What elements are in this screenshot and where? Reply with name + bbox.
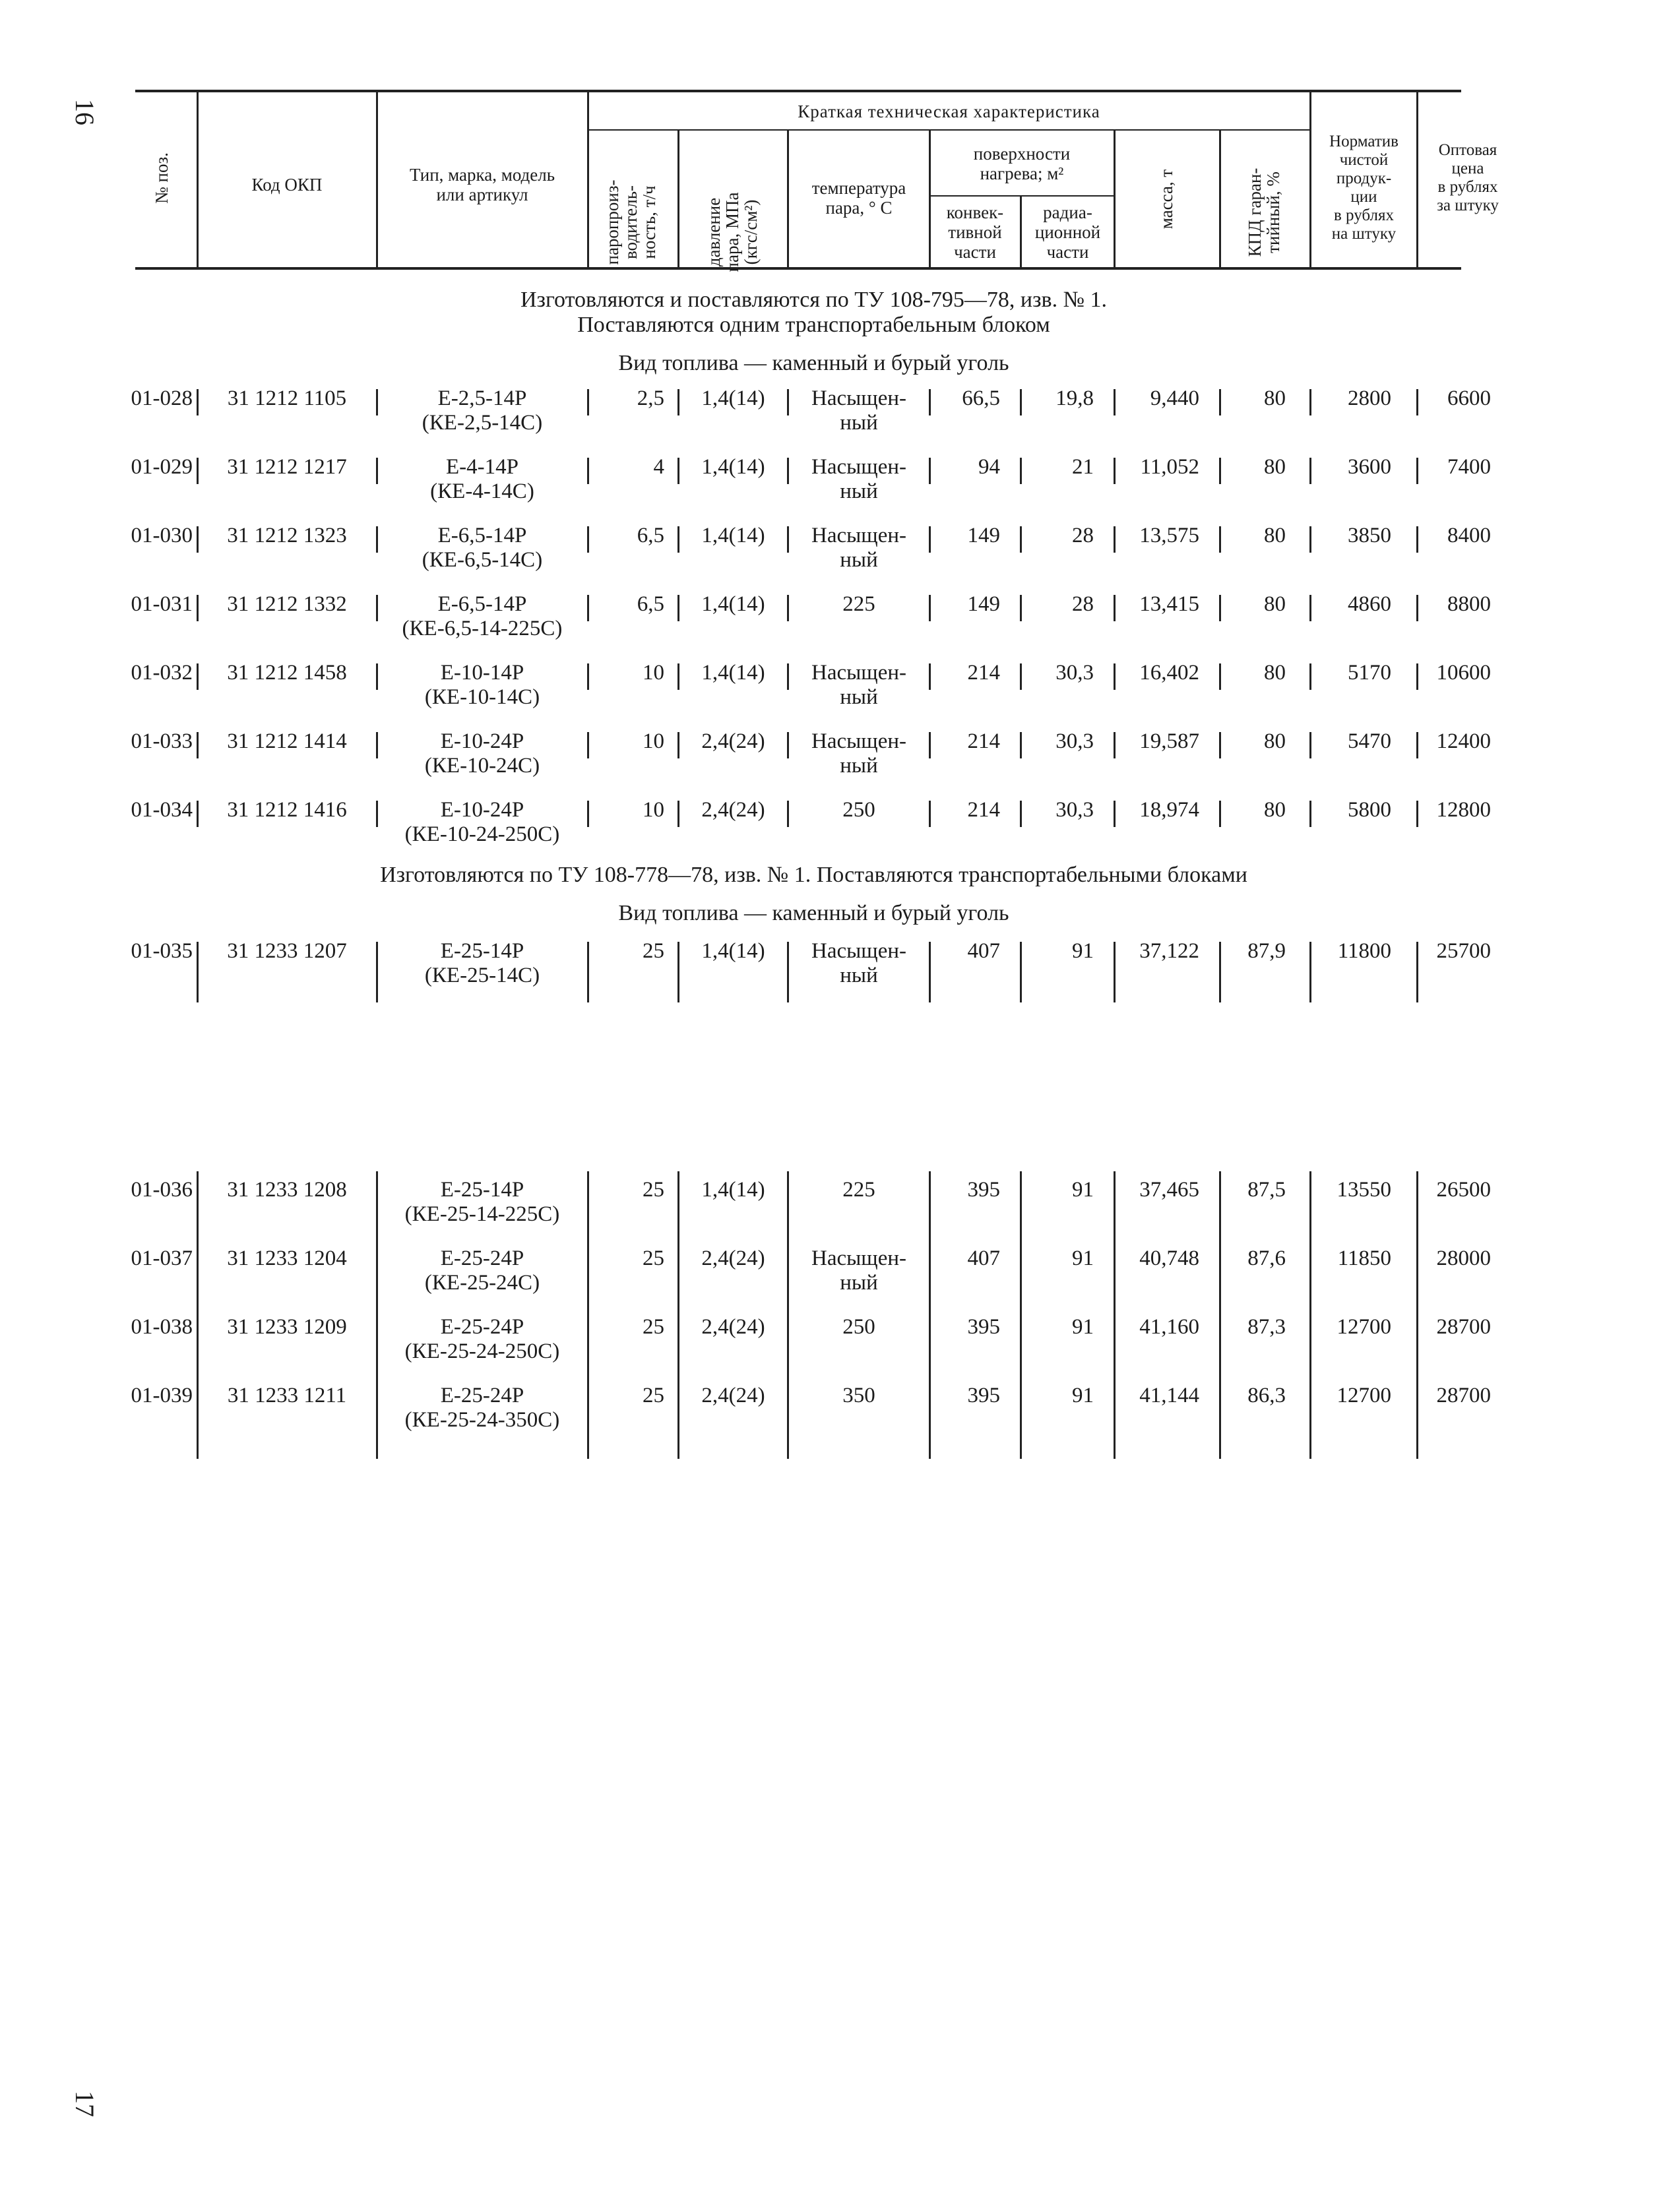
cell-okp: 31 1212 1458: [227, 661, 347, 685]
column-line: [197, 1171, 199, 1459]
cell-rad: 28: [1072, 592, 1094, 616]
row-divider: [929, 389, 931, 415]
section1-title-line2: Поставляются одним транспортабельным блоком: [577, 313, 1050, 337]
row-divider: [1309, 801, 1311, 827]
cell-conv: 395: [967, 1315, 1000, 1339]
cell-press: 1,4(14): [701, 386, 765, 410]
cell-temp: Насыщен- ный: [811, 661, 906, 709]
row-divider: [197, 663, 199, 690]
cell-rad: 91: [1072, 939, 1094, 963]
row-divider: [197, 595, 199, 621]
cell-conv: 149: [967, 524, 1000, 547]
cell-norm: 5170: [1348, 661, 1391, 685]
cell-mass: 11,052: [1140, 455, 1199, 479]
cell-okp: 31 1233 1209: [227, 1315, 347, 1339]
row-divider: [1020, 458, 1022, 484]
cell-mass: 37,122: [1139, 939, 1199, 963]
row-divider: [929, 526, 931, 553]
cell-mass: 13,575: [1139, 524, 1199, 547]
row-divider: [1219, 732, 1221, 758]
cell-press: 2,4(24): [701, 1246, 765, 1270]
cell-price: 7400: [1447, 455, 1491, 479]
cell-press: 1,4(14): [701, 661, 765, 685]
cell-eff: 87,9: [1247, 939, 1286, 963]
cell-cap: 6,5: [637, 524, 664, 547]
row-divider: [1114, 801, 1116, 827]
cell-eff: 80: [1264, 386, 1286, 410]
cell-mass: 41,144: [1139, 1384, 1199, 1407]
column-line: [677, 1171, 679, 1459]
row-divider: [1416, 595, 1418, 621]
row-divider: [587, 389, 589, 415]
cell-eff: 87,6: [1247, 1246, 1286, 1270]
cell-rad: 30,3: [1055, 661, 1094, 685]
cell-cap: 10: [643, 661, 664, 685]
cell-mass: 40,748: [1139, 1246, 1199, 1270]
row-divider: [1114, 389, 1116, 415]
row-divider: [677, 526, 679, 553]
cell-press: 1,4(14): [701, 524, 765, 547]
cell-temp: 225: [842, 1178, 875, 1202]
cell-mass: 13,415: [1139, 592, 1199, 616]
cell-cap: 10: [643, 729, 664, 753]
cell-norm: 2800: [1348, 386, 1391, 410]
surface-group-rule: [929, 195, 1115, 197]
cell-pos: 01-031: [131, 592, 193, 616]
row-divider: [1219, 801, 1221, 827]
cell-price: 6600: [1447, 386, 1491, 410]
cell-price: 8400: [1447, 524, 1491, 547]
cell-norm: 11800: [1337, 939, 1391, 963]
cell-temp: 250: [842, 1315, 875, 1339]
header-price: Оптовая цена в рублях за штуку: [1437, 141, 1499, 214]
cell-cap: 25: [643, 1384, 664, 1407]
cell-norm: 5800: [1348, 798, 1391, 822]
cell-eff: 86,3: [1247, 1384, 1286, 1407]
header-type: Тип, марка, модель или артикул: [409, 165, 555, 204]
cell-pos: 01-029: [131, 455, 193, 479]
row-divider: [1309, 389, 1311, 415]
cell-conv: 94: [978, 455, 1000, 479]
row-divider: [1309, 732, 1311, 758]
cell-conv: 214: [967, 729, 1000, 753]
cell-eff: 80: [1264, 592, 1286, 616]
row-divider: [587, 595, 589, 621]
column-line: [376, 1171, 378, 1459]
row-divider: [587, 732, 589, 758]
row-divider: [677, 732, 679, 758]
row-divider: [1416, 801, 1418, 827]
cell-temp: Насыщен- ный: [811, 524, 906, 572]
cell-norm: 4860: [1348, 592, 1391, 616]
row-divider: [1020, 663, 1022, 690]
cell-eff: 80: [1264, 661, 1286, 685]
cell-conv: 149: [967, 592, 1000, 616]
row-divider: [376, 458, 378, 484]
row-divider: [677, 458, 679, 484]
cell-mass: 19,587: [1139, 729, 1199, 753]
row-divider: [1416, 942, 1418, 1002]
cell-rad: 21: [1072, 455, 1094, 479]
row-divider: [1416, 732, 1418, 758]
cell-price: 28000: [1436, 1246, 1491, 1270]
cell-okp: 31 1212 1105: [227, 386, 347, 410]
header-tech-group: Краткая техническая характеристика: [798, 102, 1100, 121]
cell-price: 25700: [1436, 939, 1491, 963]
cell-okp: 31 1212 1323: [227, 524, 347, 547]
cell-press: 2,4(24): [701, 729, 765, 753]
row-divider: [1219, 389, 1221, 415]
cell-temp: Насыщен- ный: [811, 455, 906, 503]
row-divider: [1309, 526, 1311, 553]
cell-press: 2,4(24): [701, 798, 765, 822]
column-line: [787, 1171, 789, 1459]
header-divider: [1114, 131, 1116, 268]
row-divider: [376, 526, 378, 553]
cell-type: Е-10-24Р (КЕ-10-24С): [424, 729, 540, 778]
cell-rad: 30,3: [1055, 798, 1094, 822]
header-pos: № поз.: [152, 152, 172, 204]
row-divider: [787, 663, 789, 690]
row-divider: [677, 801, 679, 827]
cell-okp: 31 1233 1204: [227, 1246, 347, 1270]
column-line: [929, 1171, 931, 1459]
cell-rad: 91: [1072, 1178, 1094, 1202]
cell-pos: 01-037: [131, 1246, 193, 1270]
row-divider: [1309, 595, 1311, 621]
cell-norm: 3600: [1348, 455, 1391, 479]
row-divider: [376, 389, 378, 415]
row-divider: [1114, 732, 1116, 758]
row-divider: [787, 942, 789, 1002]
cell-pos: 01-030: [131, 524, 193, 547]
header-divider: [1219, 131, 1221, 268]
cell-type: Е-25-24Р (КЕ-25-24-350С): [404, 1384, 560, 1432]
row-divider: [677, 595, 679, 621]
header-top-rule: [135, 90, 1461, 92]
header-mass: масса, т: [1156, 169, 1176, 230]
section2-title: Изготовляются по ТУ 108-778—78, изв. № 1. Поставляются транспортабельными блоками: [380, 863, 1247, 887]
row-divider: [929, 458, 931, 484]
cell-conv: 395: [967, 1178, 1000, 1202]
row-divider: [929, 732, 931, 758]
row-divider: [376, 595, 378, 621]
cell-norm: 11850: [1337, 1246, 1391, 1270]
column-line: [1020, 1171, 1022, 1459]
cell-temp: Насыщен- ный: [811, 1246, 906, 1295]
row-divider: [1309, 458, 1311, 484]
header-temperature: температура пара, ° С: [811, 178, 906, 218]
cell-pos: 01-028: [131, 386, 193, 410]
row-divider: [1219, 942, 1221, 1002]
cell-press: 1,4(14): [701, 1178, 765, 1202]
row-divider: [1219, 458, 1221, 484]
row-divider: [197, 732, 199, 758]
cell-type: Е-10-24Р (КЕ-10-24-250С): [404, 798, 560, 846]
row-divider: [929, 595, 931, 621]
cell-mass: 41,160: [1139, 1315, 1199, 1339]
row-divider: [1219, 595, 1221, 621]
header-radiation: радиа- ционной части: [1034, 202, 1101, 262]
row-divider: [1114, 458, 1116, 484]
cell-mass: 37,465: [1139, 1178, 1199, 1202]
cell-price: 28700: [1436, 1315, 1491, 1339]
row-divider: [1416, 526, 1418, 553]
column-line: [1416, 1171, 1418, 1459]
cell-okp: 31 1212 1332: [227, 592, 347, 616]
row-divider: [197, 458, 199, 484]
row-divider: [376, 942, 378, 1002]
row-divider: [197, 801, 199, 827]
cell-temp: 225: [842, 592, 875, 616]
cell-rad: 19,8: [1055, 386, 1094, 410]
column-line: [1219, 1171, 1221, 1459]
cell-conv: 395: [967, 1384, 1000, 1407]
cell-press: 1,4(14): [701, 455, 765, 479]
cell-mass: 16,402: [1139, 661, 1199, 685]
cell-temp: 250: [842, 798, 875, 822]
row-divider: [197, 942, 199, 1002]
cell-cap: 6,5: [637, 592, 664, 616]
row-divider: [1020, 389, 1022, 415]
cell-type: Е-25-14Р (КЕ-25-14С): [424, 939, 540, 987]
cell-norm: 12700: [1337, 1384, 1391, 1407]
header-pressure: давление пара, МПа (кгс/см²): [704, 192, 761, 272]
cell-price: 8800: [1447, 592, 1491, 616]
cell-rad: 91: [1072, 1246, 1094, 1270]
row-divider: [1020, 942, 1022, 1002]
row-divider: [1416, 389, 1418, 415]
header-okp: Код ОКП: [251, 175, 323, 195]
row-divider: [587, 458, 589, 484]
cell-cap: 25: [643, 1178, 664, 1202]
cell-pos: 01-035: [131, 939, 193, 963]
row-divider: [787, 595, 789, 621]
row-divider: [1020, 526, 1022, 553]
row-divider: [1020, 801, 1022, 827]
cell-mass: 18,974: [1139, 798, 1199, 822]
row-divider: [787, 801, 789, 827]
cell-type: Е-6,5-14Р (КЕ-6,5-14-225С): [402, 592, 563, 640]
section1-fuel: Вид топлива — каменный и бурый уголь: [618, 351, 1009, 375]
row-divider: [677, 389, 679, 415]
page-number-bottom: 17: [70, 2091, 100, 2117]
header-efficiency: КПД гаран- тийный, %: [1245, 168, 1283, 257]
cell-type: Е-2,5-14Р (КЕ-2,5-14С): [422, 386, 543, 435]
row-divider: [677, 942, 679, 1002]
row-divider: [1219, 663, 1221, 690]
row-divider: [1416, 458, 1418, 484]
cell-press: 1,4(14): [701, 592, 765, 616]
cell-pos: 01-039: [131, 1384, 193, 1407]
cell-type: Е-25-14Р (КЕ-25-14-225С): [404, 1178, 560, 1226]
cell-okp: 31 1212 1414: [227, 729, 347, 753]
cell-cap: 25: [643, 939, 664, 963]
row-divider: [1416, 663, 1418, 690]
row-divider: [1114, 526, 1116, 553]
cell-price: 26500: [1436, 1178, 1491, 1202]
page-number-top: 16: [70, 99, 100, 125]
cell-press: 2,4(24): [701, 1315, 765, 1339]
cell-price: 12800: [1436, 798, 1491, 822]
cell-conv: 66,5: [962, 386, 1000, 410]
cell-cap: 4: [653, 455, 664, 479]
row-divider: [929, 942, 931, 1002]
cell-rad: 91: [1072, 1315, 1094, 1339]
header-norm: Норматив чистой продук- ции в рублях на штуку: [1329, 133, 1399, 243]
section2-fuel: Вид топлива — каменный и бурый уголь: [618, 901, 1009, 925]
row-divider: [929, 663, 931, 690]
cell-okp: 31 1233 1208: [227, 1178, 347, 1202]
cell-price: 12400: [1436, 729, 1491, 753]
row-divider: [376, 732, 378, 758]
cell-type: Е-4-14Р (КЕ-4-14С): [430, 455, 534, 503]
column-line: [587, 1171, 589, 1459]
row-divider: [197, 389, 199, 415]
row-divider: [787, 389, 789, 415]
cell-rad: 28: [1072, 524, 1094, 547]
cell-norm: 3850: [1348, 524, 1391, 547]
cell-eff: 80: [1264, 729, 1286, 753]
cell-conv: 407: [967, 1246, 1000, 1270]
column-line: [1309, 1171, 1311, 1459]
cell-rad: 30,3: [1055, 729, 1094, 753]
cell-press: 1,4(14): [701, 939, 765, 963]
row-divider: [587, 801, 589, 827]
column-line: [1114, 1171, 1116, 1459]
cell-eff: 80: [1264, 455, 1286, 479]
cell-temp: 350: [842, 1384, 875, 1407]
cell-mass: 9,440: [1150, 386, 1199, 410]
cell-pos: 01-032: [131, 661, 193, 685]
row-divider: [929, 801, 931, 827]
cell-norm: 5470: [1348, 729, 1391, 753]
row-divider: [587, 942, 589, 1002]
cell-norm: 13550: [1337, 1178, 1391, 1202]
row-divider: [1020, 732, 1022, 758]
row-divider: [787, 526, 789, 553]
row-divider: [677, 663, 679, 690]
cell-type: Е-6,5-14Р (КЕ-6,5-14С): [422, 524, 543, 572]
row-divider: [1114, 663, 1116, 690]
cell-okp: 31 1212 1416: [227, 798, 347, 822]
cell-okp: 31 1233 1207: [227, 939, 347, 963]
row-divider: [1114, 942, 1116, 1002]
cell-temp: Насыщен- ный: [811, 386, 906, 435]
cell-conv: 214: [967, 798, 1000, 822]
row-divider: [1309, 942, 1311, 1002]
cell-okp: 31 1233 1211: [227, 1384, 347, 1407]
cell-rad: 91: [1072, 1384, 1094, 1407]
cell-eff: 87,5: [1247, 1178, 1286, 1202]
cell-type: Е-10-14Р (КЕ-10-14С): [424, 661, 540, 709]
cell-conv: 214: [967, 661, 1000, 685]
cell-conv: 407: [967, 939, 1000, 963]
cell-cap: 25: [643, 1246, 664, 1270]
cell-eff: 87,3: [1247, 1315, 1286, 1339]
row-divider: [587, 663, 589, 690]
cell-cap: 25: [643, 1315, 664, 1339]
cell-price: 10600: [1436, 661, 1491, 685]
row-divider: [587, 526, 589, 553]
cell-temp: Насыщен- ный: [811, 939, 906, 987]
cell-cap: 2,5: [637, 386, 664, 410]
cell-pos: 01-034: [131, 798, 193, 822]
row-divider: [1309, 663, 1311, 690]
cell-type: Е-25-24Р (КЕ-25-24-250С): [404, 1315, 560, 1363]
row-divider: [197, 526, 199, 553]
cell-norm: 12700: [1337, 1315, 1391, 1339]
cell-pos: 01-036: [131, 1178, 193, 1202]
header-surface-group: поверхности нагрева; м²: [973, 144, 1071, 183]
section1-title-line1: Изготовляются и поставляются по ТУ 108-795—78, изв. № 1.: [520, 288, 1108, 312]
tech-group-rule: [587, 129, 1311, 131]
cell-temp: Насыщен- ный: [811, 729, 906, 778]
row-divider: [787, 732, 789, 758]
cell-press: 2,4(24): [701, 1384, 765, 1407]
cell-type: Е-25-24Р (КЕ-25-24С): [424, 1246, 540, 1295]
row-divider: [1219, 526, 1221, 553]
row-divider: [376, 663, 378, 690]
cell-price: 28700: [1436, 1384, 1491, 1407]
row-divider: [376, 801, 378, 827]
cell-pos: 01-033: [131, 729, 193, 753]
cell-okp: 31 1212 1217: [227, 455, 347, 479]
row-divider: [1020, 595, 1022, 621]
cell-eff: 80: [1264, 798, 1286, 822]
header-convective: конвек- тивной части: [946, 202, 1004, 262]
row-divider: [1114, 595, 1116, 621]
header-steam-capacity: паропроиз- водитель- ность, т/ч: [602, 179, 659, 265]
cell-cap: 10: [643, 798, 664, 822]
row-divider: [787, 458, 789, 484]
cell-pos: 01-038: [131, 1315, 193, 1339]
cell-eff: 80: [1264, 524, 1286, 547]
